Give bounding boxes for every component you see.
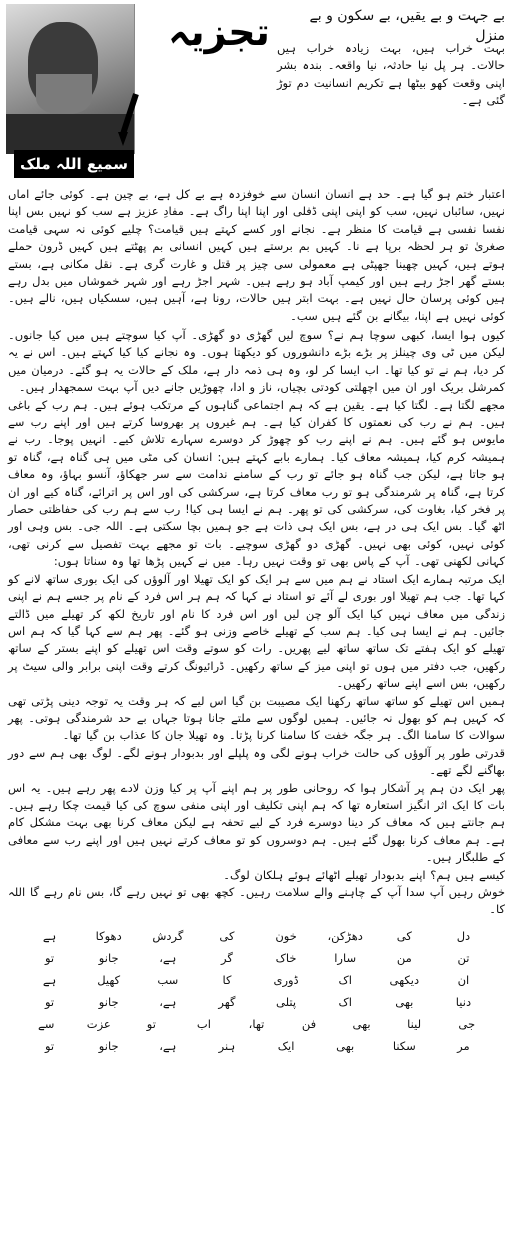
- body-paragraph: خوش رہیں آپ سدا آپ کے چاہنے والے سلامت رہیں۔ کچھ بھی تو نہیں رہے گا، بس نام رہے گا اللہ کا۔: [8, 885, 505, 917]
- poem-word: لینا: [407, 1017, 422, 1031]
- poem-line: [20, 947, 493, 969]
- intro-paragraph: اعتبار ختم ہو گیا ہے۔ حد ہے انسان انسان سے خوفزدہ ہے بے کل ہے، بے چین ہے۔ کوئی جائے اماں نہیں، سائباں نہیں، سب کو اپنی اپنی ڈفلی اور اپنا اپنا راگ ہے۔ مفادِ عزیز ہے سب کو نہیں بس اپنا نفسا نفسی ہے قیامت کا منظر ہے۔ نجانے اور کسے کہتے ہیں قیامت؟ چلیے کوئی نہ سہی قیامت صغریٰ تو ہر لحظہ برپا ہے نا۔ کہیں بم برستے ہیں کہیں انسانی بم پھٹتے ہیں کہیں ڈرون حملے ہوتے ہیں، کہیں چھینا جھپٹی ہے معمولی سی چیز پر قتل و غارت گری ہے۔ نقل مکانی ہے، بستے بستے گھر اجڑ رہے ہیں اور کیمپ آباد ہو رہے ہیں۔ شہر اجڑ رہے اور شہر خموشاں میں بدل رہے ہیں کوئی پرسان حال نہیں ہے۔ بہت ابتر ہیں حالات، رونا ہے، آہیں ہیں، سسکیاں ہیں، نالے ہیں۔ کوئی نہیں ہے اپنا، بیگانے بن گئے ہیں سب۔: [8, 187, 505, 323]
- poem-word: سب: [157, 973, 179, 987]
- body-paragraph: قدرتی طور پر آلوؤں کی حالت خراب ہونے لگی وہ پلپلے اور بدبودار ہونے لگے۔ لوگ بھی ہم سے دور بھاگنے لگے تھے۔: [8, 745, 505, 778]
- poem-line: [20, 1035, 493, 1057]
- poem-word: بھی: [352, 1017, 371, 1031]
- page-title: بے جہت و بے یقیں، بے سکون و بے منزل: [309, 8, 505, 44]
- poem-word: کا: [222, 973, 232, 987]
- poem-word: دل: [456, 929, 471, 943]
- poem-line: [20, 991, 493, 1013]
- intro-paragraph: بہت خراب ہیں، بہت زیادہ خراب ہیں حالات۔ ہر پل نیا حادثہ، نیا واقعہ۔ بندہ بشر اپنی وقعت کھو بیٹھا ہے تکریم انسانیت دم توڑ گئی ہے۔: [277, 41, 505, 108]
- poem-word: گر: [221, 951, 233, 965]
- poem-line: [20, 969, 493, 991]
- poem-word: دھڑکن،: [327, 929, 363, 943]
- section-logo: تجزیہ: [168, 10, 270, 54]
- poem: [20, 925, 493, 1057]
- poem-word: جانو: [98, 1039, 119, 1053]
- pen-icon: [112, 92, 134, 150]
- body-paragraph: مجھے لگتا ہے۔ لگتا کیا ہے۔ یقین ہے کہ ہم اجتماعی گناہوں کے مرتکب ہوئے ہیں۔ ہم رب کے باغی ہیں۔ ہم نے رب کی نعمتوں کا کفران کیا ہے۔ ہم غیروں پر بھروسا کرتے ہیں اور اپنے رب سے مایوس ہو گئے ہیں۔ ہم نے اپنے رب کو چھوڑ کر دوسرے سہارے تلاش کیے۔ انہیں پوجا۔ رب نے ہمیشہ کرم کیا، ہمیشہ معاف کیا۔ ہمارے بابے کہتے ہیں: انسان کی مٹی میں ہی گناہ ہے، گناہ تو ہو جاتا ہے، لیکن جب گناہ ہو جائے تو رب کے سامنے ندامت سے سر جھکاؤ، آنسو بہاؤ، وہ معاف کرتا ہے، گناہ پر شرمندگی ہو تو رب معاف کرتا ہے، سرکشی کی اور اس پر اترائے، گناہ کیے اور ان پر فخر کیا، بغاوت کی، سرکشی کی تو پھر۔ ہم نے ایسا ہی کیا! رب سے ہم رب کی حفاظتی حصار اٹھ گیا۔ بس ایک ہی در ہے، بس ایک ہی ذات ہے جو ہمیں بچا سکتی ہے۔ اللہ جی۔ بس وہی اور کوئی نہیں، کوئی بھی نہیں۔ گھڑی دو گھڑی سوچیے۔ بات تو مجھے بہت تفصیل سے کرنی تھی، کہانی لکھنی تھی۔ آپ کے پاس بھی تو وقت نہیں رہا۔ میں نے کہیں پڑھا تھا وہ سناتا ہوں:: [8, 397, 505, 569]
- poem-word: سے: [38, 1017, 55, 1031]
- poem-word: تو: [146, 1017, 156, 1031]
- poem-word: بھی: [395, 995, 414, 1009]
- poem-word: فن: [301, 1017, 317, 1031]
- poem-word: ہنر: [218, 1039, 236, 1053]
- poem-word: ایک: [277, 1039, 295, 1053]
- body-paragraph: پھر ایک دن ہم پر آشکار ہوا کہ روحانی طور پر ہم اپنے آپ پر کیا وزن لادے پھر رہے ہیں۔ یہ اس بات کا ایک اثر انگیز استعارہ تھا کہ ہم اپنی تکلیف اور اپنی منفی سوچ کی کیا قیمت چکا رہے ہیں۔ ہم جانتے ہیں کہ معاف کر دینا دوسرے فرد کے لیے تحفہ ہے لیکن معاف کرنا بھی بہت مشکل کام ہے۔ ہم معاف کرنا بھول گئے ہیں۔ ہم دوسروں کو تو معاف کرتے نہیں ہیں اور اپنے رب سے معافی کے طلبگار ہیں۔: [8, 780, 505, 865]
- poem-word: تھا،: [248, 1017, 265, 1031]
- poem-word: جانو: [98, 951, 119, 965]
- poem-word: تن: [457, 951, 470, 965]
- poem-word: ہے،: [159, 995, 177, 1009]
- poem-word: گھر: [218, 995, 236, 1009]
- poem-word: جی: [458, 1017, 476, 1031]
- poem-word: تو: [44, 951, 55, 965]
- poem-word: بھی: [336, 1039, 355, 1053]
- poem-word: ہے،: [159, 951, 177, 965]
- poem-word: گردش: [152, 929, 184, 943]
- poem-word: کی: [219, 929, 235, 943]
- poem-word: ہے: [42, 929, 57, 943]
- poem-word: ہے: [42, 973, 57, 987]
- poem-word: جانو: [98, 995, 119, 1009]
- poem-word: سارا: [334, 951, 357, 965]
- poem-word: ان: [457, 973, 470, 987]
- poem-word: دیکھی: [389, 973, 420, 987]
- poem-line: [20, 925, 493, 947]
- article-body: [8, 327, 505, 919]
- poem-word: دنیا: [455, 995, 472, 1009]
- body-paragraph: کیسے ہیں ہم؟ اپنے بدبودار تھیلے اٹھائے ہوئے ہلکان لوگ۔: [223, 867, 505, 882]
- poem-word: اک: [338, 995, 352, 1009]
- poem-line: [20, 1013, 493, 1035]
- poem-word: ڈوری: [273, 973, 299, 987]
- poem-word: دھوکا: [95, 929, 122, 943]
- poem-word: کھیل: [97, 973, 121, 987]
- poem-word: خون: [275, 929, 297, 943]
- poem-word: من: [396, 951, 412, 965]
- body-paragraph: کیوں ہوا ایسا، کبھی سوچا ہم نے؟ سوچ لیں گھڑی دو گھڑی۔ آپ کیا سوچتے ہیں میں کیا جانوں۔ لیکن میں ٹی وی چینلز پر بڑے بڑے دانشوروں کو دیکھتا ہوں۔ وہ نجانے کیا کیا کہتے ہیں۔ اس نے یہ کر دیا، ہم نے تو کیا تھا۔ اب ایسا کر لو، وہ ہی ذمہ دار ہے، ملک کے حالات یہ ہو گئے۔ درمیان میں کمرشل بریک اور ان میں اچھلتی کودتی بچیاں، ناز و ادا، چھوڑیں جانے دیں آپ بہت سمجھدار ہیں۔: [8, 328, 505, 395]
- poem-word: خاک: [275, 951, 297, 965]
- poem-word: تو: [44, 995, 55, 1009]
- poem-word: پتلی: [276, 995, 297, 1009]
- poem-word: تو: [44, 1039, 55, 1053]
- poem-word: مر: [457, 1039, 470, 1053]
- poem-word: سکنا: [392, 1039, 416, 1053]
- author-byline: سمیع اللہ ملک: [14, 150, 134, 178]
- poem-word: اک: [338, 973, 352, 987]
- poem-word: اب: [196, 1017, 211, 1031]
- body-paragraph: ایک مرتبہ ہمارے ایک استاد نے ہم میں سے ہر ایک کو ایک تھیلا اور آلوؤں کی ایک بوری ساتھ لانے کو کہا تھا۔ جب ہم تھیلا اور بوری لے آئے تو استاد نے کہا کہ ہم ہر اس فرد کے نام پر جسے ہم نے اپنی زندگی میں معاف نہیں کیا ایک آلو چن لیں اور اس فرد کا نام اور تاریخ لکھ کر تھیلے میں ڈالتے جائیں۔ ہم نے ایسا ہی کیا۔ ہم سب کے تھیلے خاصے وزنی ہو گئے۔ پھر ہم سے کہا گیا کہ ہم اس تھیلے کو ایک ہفتے تک ساتھ ساتھ لیے پھریں۔ رات کو سوتے وقت اس تھیلے کو اپنے بستر کے ساتھ رکھیں، جب دفتر میں ہوں تو اپنی میز کے ساتھ رکھیں۔ ڈرائیونگ کرتے وقت اپنی برابر والی سیٹ پر رکھیں، بس اسے اپنے ساتھ رکھیں۔: [8, 571, 505, 691]
- body-paragraph: ہمیں اس تھیلے کو ساتھ ساتھ رکھنا ایک مصیبت بن گیا اس لیے کہ ہر وقت یہ توجہ دینی پڑتی تھی کہ کہیں ہم کو بھول نہ جائیں۔ ہمیں لوگوں سے ملتے جانا ہوتا جہاں بے حد شرمندگی ہوتی۔ پھر سوالات کا سامنا الگ۔ ہر جگہ خفت کا سامنا کرنا پڑتا۔ وہ تھیلا جان کا عذاب بن گیا تھا۔: [8, 693, 505, 743]
- poem-word: ہے،: [159, 1039, 177, 1053]
- poem-word: عزت: [86, 1017, 111, 1031]
- poem-word: کی: [396, 929, 412, 943]
